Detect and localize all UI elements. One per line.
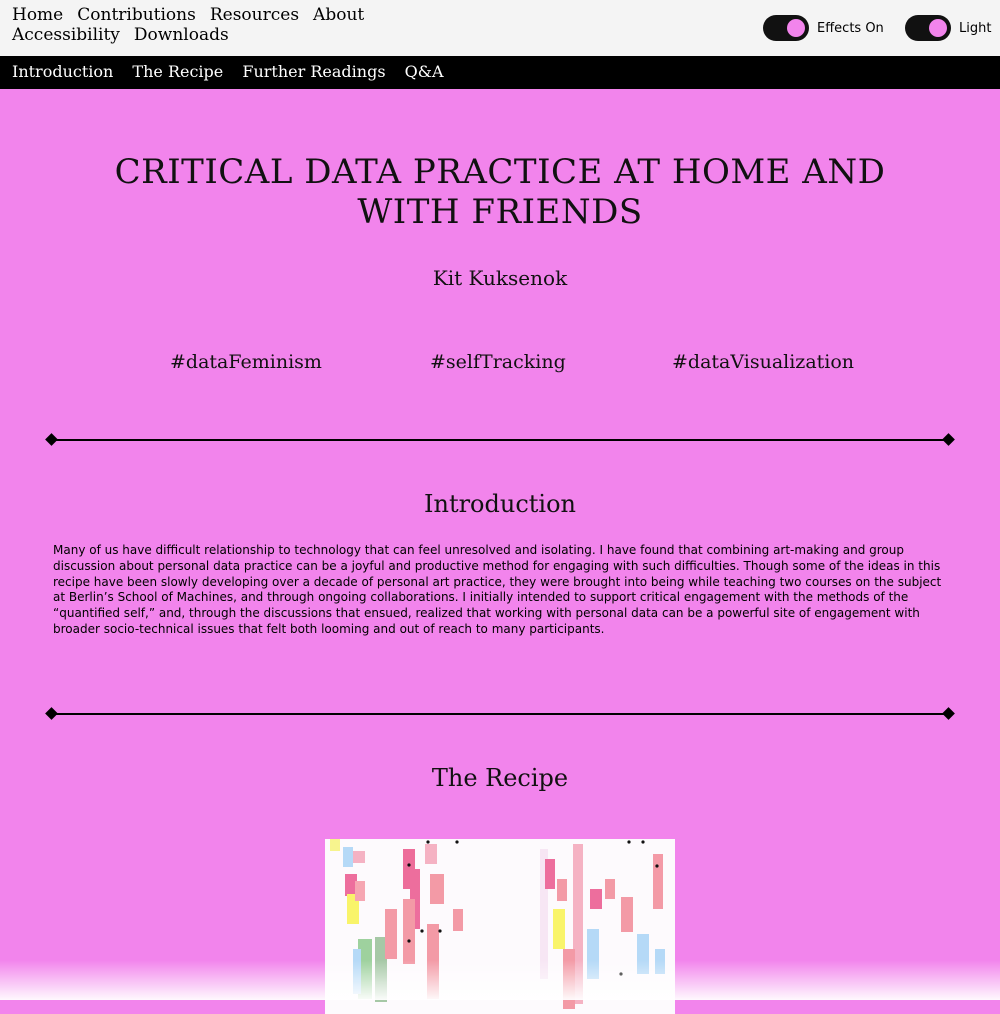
tag-data-visualization[interactable]: #dataVisualization bbox=[672, 351, 855, 373]
divider-line bbox=[52, 713, 948, 715]
divider-line bbox=[52, 439, 948, 441]
effects-switch-knob bbox=[787, 19, 805, 37]
author-name: Kit Kuksenok bbox=[432, 266, 568, 290]
bottom-fade-overlay bbox=[0, 960, 1000, 1000]
divider-left-diamond bbox=[45, 707, 58, 720]
nav-home-link[interactable]: Home bbox=[12, 5, 64, 25]
introduction-paragraph: Many of us have difficult relationship to technology that can feel unresolved and isolating. I have found that combining art-making and group discussion about personal data practice can be a joyful and productive method for engaging with such difficulties. Though some of the ideas in this recipe have been slowly developing over a decade of personal art practice, they were brought into being while teaching two courses on the subject at Berlin’s School of Machines, and through ongoing collaborations. I initially intended to support critical engagement with the methods of the “quantified self,” and, through the discussions that ensued, realized that working with personal data can be a powerful site of engagement with broader socio-technical issues that felt both looming and out of reach to many participants. bbox=[53, 543, 942, 636]
section-link-recipe[interactable]: The Recipe bbox=[132, 62, 224, 81]
effects-switch[interactable] bbox=[763, 15, 809, 41]
nav-resources-link[interactable]: Resources bbox=[209, 5, 300, 25]
section-divider bbox=[46, 433, 954, 447]
theme-toggle-label: Light bbox=[959, 20, 992, 36]
section-link-further-readings[interactable]: Further Readings bbox=[242, 62, 386, 81]
divider-left-diamond bbox=[45, 433, 58, 446]
introduction-heading: Introduction bbox=[424, 490, 576, 518]
nav-about-link[interactable]: About bbox=[313, 5, 365, 25]
section-link-introduction[interactable]: Introduction bbox=[12, 62, 114, 81]
section-link-qa[interactable]: Q&A bbox=[404, 62, 444, 81]
recipe-heading: The Recipe bbox=[431, 764, 569, 792]
page-title: CRITICAL DATA PRACTICE AT HOME AND WITH FRIENDS bbox=[114, 152, 886, 232]
divider-right-diamond bbox=[942, 433, 955, 446]
nav-contributions-link[interactable]: Contributions bbox=[77, 5, 196, 25]
effects-toggle[interactable] bbox=[763, 15, 884, 41]
effects-toggle-label: Effects On bbox=[817, 20, 884, 36]
theme-switch[interactable] bbox=[905, 15, 951, 41]
tag-self-tracking[interactable]: #selfTracking bbox=[430, 351, 566, 373]
main-nav bbox=[12, 5, 482, 45]
tag-list bbox=[0, 351, 1000, 381]
nav-accessibility-link[interactable]: Accessibility bbox=[12, 25, 120, 45]
nav-downloads-link[interactable]: Downloads bbox=[133, 25, 229, 45]
section-divider bbox=[46, 707, 954, 721]
top-navigation-bar bbox=[0, 0, 1000, 56]
divider-right-diamond bbox=[942, 707, 955, 720]
section-navigation-bar bbox=[0, 56, 1000, 89]
theme-switch-knob bbox=[929, 19, 947, 37]
theme-toggle[interactable] bbox=[905, 15, 991, 41]
tag-data-feminism[interactable]: #dataFeminism bbox=[170, 351, 322, 373]
